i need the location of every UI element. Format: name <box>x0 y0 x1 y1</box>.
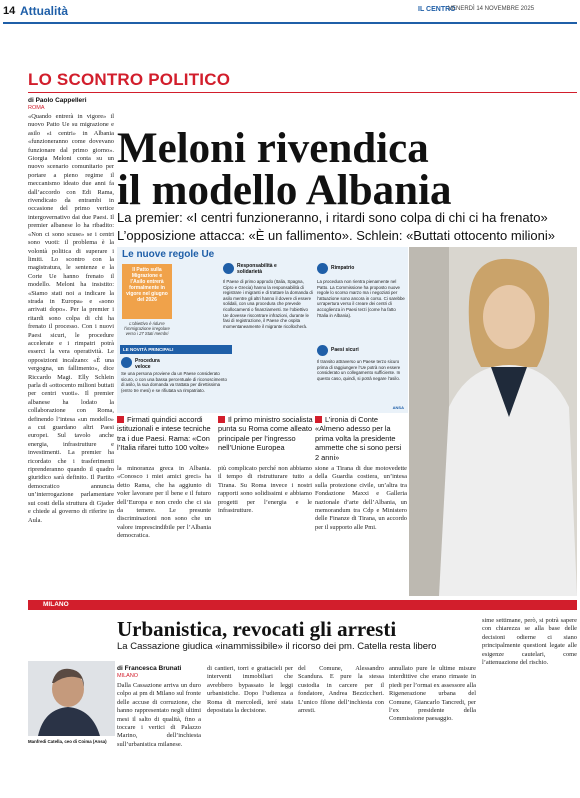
header-rule <box>3 22 577 24</box>
headline-2: Urbanistica, revocati gli arresti <box>117 617 397 641</box>
procedura-title: Procedura veloce <box>135 358 160 370</box>
byline-2: di Francesca Brunati <box>117 665 182 672</box>
repatriation-icon <box>317 263 328 274</box>
dateline-place: ROMA <box>28 105 45 111</box>
callout-3: L’ironia di Conte «Almeno adesso per la prima volta la presidente ammette che si sono persi 2 anni» <box>315 415 402 462</box>
dateline-place-2: MILANO <box>117 673 139 679</box>
safe-countries-icon <box>317 345 328 356</box>
meloni-photo-illustration <box>409 247 577 596</box>
article2-column-1: Dalla Cassazione arriva un duro colpo ai pm di Milano sul fronte delle accuse di corruzione, che hanno rappresentato negli ultimi mesi il salto di qualità, fino a toccare i vertici di Palazzo Marino, dell’inchiesta sull’urbanistica milanese. <box>117 682 201 748</box>
arrow-icon <box>117 416 124 423</box>
procedure-icon <box>121 357 132 368</box>
headline-line-2: il modello Albania <box>117 167 452 214</box>
solidarity-icon <box>223 263 234 274</box>
section-band <box>28 600 577 610</box>
article2-column-5: sime settimane, però, si potrà sapere con chiarezza se alla base delle decisioni odierne ci siano principalmente questioni legate alle esigenze cautelari, come l’attenuazione del rischio. <box>482 617 577 667</box>
rubric: LO SCONTRO POLITICO <box>28 70 231 89</box>
rubric-rule <box>28 92 577 93</box>
rimpatrio-text: La procedura non rientra pienamente nel Patto. La Commissione ha proposto nuove regole lo scorso marzo ma i negoziati per l’attuazione sono ancora in corso. Ci sarebbe un’apertura verso il creare dei centri di accoglienza in Paesi terzi (come ha fatto l’Italia in Albania). <box>317 279 405 318</box>
infobox-source: ANSA <box>392 405 404 410</box>
article-column-4: sione a Tirana di due motovedette della Guardia costiera, un’intesa sulla protezione civile, un’altra tra Fondazione Maxxi e Galleria nazionale d’arte dell’Albania, un memorandum tra Cdp e Ministero delle Finanze di Tirana, un accordo per il supporto alle Pmi. <box>315 465 407 531</box>
headline <box>117 125 577 214</box>
callout-2: Il primo ministro socialista punta su Roma come alleato principale per l’ingresso nell’Unione Europea <box>218 415 313 453</box>
responsabilita-title: Responsabilità e solidarietà <box>237 263 277 275</box>
issue-date: VENERDÌ 14 NOVEMBRE 2025 <box>448 6 535 12</box>
article-column-3: più complicato perché non abbiamo il tempo di ristrutturare tutto a Tirana. Su Roma invece i nostri rapporti sono solidissimi e abbiamo progetti per l’energia e le infrastrutture. <box>218 465 312 515</box>
callout-1: Firmati quindici accordi istituzionali e intese tecniche tra i due Paesi. Rama: «Con l’Italia rifarei tutto 100 volte» <box>117 415 211 453</box>
infobox-badge: Il Patto sulla Migrazione e l’Asilo entrerà formalmente in vigore nel giugno del 2026 <box>122 264 172 319</box>
article-column-1: «Quando entrerà in vigore» il nuovo Patto Ue su migrazione e asilo «i centri» in Albania «funzioneranno come dovevano funzionare dal primo giorno». Giorgia Meloni conta su un nuovo scenario comunitario per portare a pieno regime il meccanismo ideato due anni fa dall’accordo con Edi Rama, rivendicato da entrambi in occasione del primo vertice intergovernativo dai due Paesi. Il premier albanese lo ha ribadito: «Non ci sono scuse» se i centri sono vuoti: il problema è la volontà politica di superare i limiti. Lo scontro con la magistratura, le sentenze e la Corte Ue hanno frenato il modello. Meloni ha insistito: «Siamo stati noi a indicare la strada in Europa» e «sono arrivati dopo». Per la premier i ritardi sono colpa di chi ha frenato il processo. Con i nuovi Paesi sicuri, le procedure accelerate e i rimpatri potrà esserci la vera operatività. Le opposizioni incalzano: «È una vergogna, un fallimento», dice Riccardo Magi. Elly Schlein parla di «ottocento milioni buttati per centri vuoti». Il premier albanese ha lodato la collaborazione con Roma, definendo l’intesa «un modello» a cui guardano altri Paesi europei. Sul tavolo anche energia, infrastrutture e investimenti. La premier ha ricordato che i trasferimenti riprenderanno quando il quadro giuridico sarà definito. Il Partito democratico annuncia un’interrogazione parlamentare sui costi della struttura di Gjader e chiede al governo di riferire in Aula. <box>28 113 114 524</box>
section-name[interactable]: Attualità <box>20 4 68 18</box>
paesi-sicuri-text: Il transito attraverso un Paese terzo sicuro prima di raggiungere l’Ue potrà non essere considerato un collegamento sufficiente. In questo caso, quindi, si potrà negare l’asilo. <box>317 359 401 381</box>
infobox-title: Le nuove regole Ue <box>122 249 215 260</box>
page-number: 14 <box>3 5 16 17</box>
paesi-sicuri-title: Paesi sicuri <box>331 347 359 353</box>
page-header <box>0 0 580 32</box>
photo-caption: Manfredi Catella, ceo di Coima (Ansa) <box>28 739 107 744</box>
arrow-icon <box>218 416 225 423</box>
responsabilita-text: Il Paese di primo approdo (Italia, Spagna, Cipro e Grecia) hanno la responsabilità di registrare i migranti e di trattare la domanda di asilo mentre gli altri hanno il dovere di essere solidali, con una procedura che prevede ricollocamenti o finanziamenti. Se l’obiettivo Ue dovesse riscontrare infrazioni, durante le fasi di registrazione, il Paese che ospita momentaneamente il migrante ricollocherà. <box>223 279 313 329</box>
subheadline-2: L’opposizione attacca: «È un fallimento». Schlein: «Buttati ottocento milioni» <box>117 228 555 243</box>
rimpatrio-title: Rimpatrio <box>331 265 355 271</box>
section-band-label: MILANO <box>43 601 69 608</box>
catella-photo <box>28 661 115 736</box>
article2-column-2: di cantieri, torri e grattacieli per interventi immobiliari che avrebbero bypassato le leggi urbanistiche. Dopo l’udienza a Roma di mercoledì, ieré stata depositata la decisione. <box>207 665 293 715</box>
headline-line-1: Meloni rivendica <box>117 125 429 172</box>
infobox <box>117 247 408 413</box>
infobox-badge-subtitle: L’obiettivo è ridurre l’immigrazione irregolare verso i 27 Stati membri <box>124 321 170 336</box>
subheadline-3: La Cassazione giudica «inammissibile» il ricorso dei pm. Catella resta libero <box>117 641 437 652</box>
novita-label: LE NOVITÀ PRINCIPALI <box>120 345 232 354</box>
subheadline-1: La premier: «I centri funzioneranno, i ritardi sono colpa di chi ci ha frenato» <box>117 210 548 225</box>
byline: di Paolo Cappelleri <box>28 97 87 104</box>
arrow-icon <box>315 416 322 423</box>
catella-photo-illustration <box>28 661 115 736</box>
procedura-text: Se una persona proviene da un Paese considerato sicuro, o con una bassa percentuale di riconoscimento di asilo, la sua domanda va trattata per direttissima (entro tre mesi) e se rifiutata va rimpatriato. <box>121 371 227 393</box>
meloni-photo <box>409 247 577 596</box>
article2-column-3: del Comune, Alessandro Scandura. E pure la stessa custodia in carcere per il fondatore, Andrea Bezziccheri. L’unico filone dell’inchiesta con arresti. <box>298 665 384 715</box>
article-column-2: la minoranza greca in Albania. «Conosco i miei amici greci» ha detto Rama, che ha aggiunto di voler lavorare per il bene e il futuro dell’Europa e non credo che ci sia da temere. Le presunte discriminazioni non sono che un valore imprescindibile per l’Albania democratica. <box>117 465 211 540</box>
publication-name: IL CENTRO <box>418 6 456 13</box>
article2-column-4: annullato pure le ultime misure interdittive che erano rimaste in piedi per l’ormai ex assessore alla Rigenerazione urbana del Comune, Giancarlo Tancredi, per l’ex presidente della Commissione paesaggio. <box>389 665 476 723</box>
